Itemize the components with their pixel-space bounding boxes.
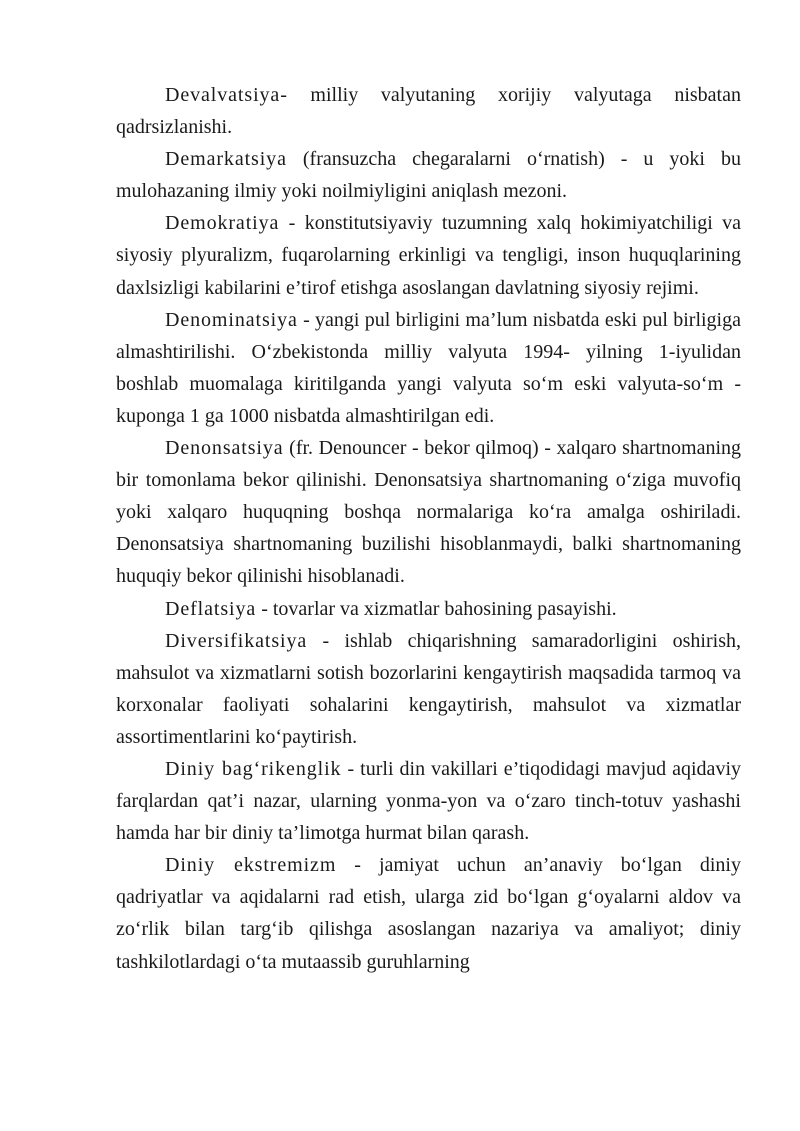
entry-term: Demokratiya — [165, 212, 280, 235]
entry-term: Denonsatsiya — [165, 437, 284, 460]
entry-term: Diniy ekstremizm — [165, 854, 337, 877]
entry-term: Deflatsiya — [165, 597, 257, 620]
glossary-entry-demarkatsiya — [116, 143, 741, 207]
entry-definition: (fr. Denouncer - bekor qilmoq) - xalqaro shartnomaning bir tomonlama bekor qilinishi. Denonsatsiya shartnomaning o‘ziga muvofiq yoki xalqaro huquqning boshqa normalariga ko‘ra amalga oshiriladi. Denonsatsiya shartnomaning buzilishi hisoblanmaydi, balki shartnomaning huquqiy bekor qilinishi hisoblanadi. — [116, 437, 741, 588]
entry-definition: - ishlab chiqarishning samaradorligini oshirish, mahsulot va xizmatlarni sotish bozorlarini kengaytirish maqsadida tarmoq va korxonalar faoliyati sohalarini kengaytirish, mahsulot va xizmatlar assortimentlarini ko‘paytirish. — [116, 629, 741, 748]
entry-definition: - tovarlar va xizmatlar bahosining pasayishi. — [256, 597, 617, 620]
glossary-entry-devalvatsiya — [116, 79, 741, 143]
glossary-text — [116, 79, 741, 978]
glossary-entry-denominatsiya — [116, 304, 741, 432]
entry-term: Devalvatsiya- — [165, 84, 288, 106]
glossary-entry-demokratiya — [116, 207, 741, 303]
glossary-entry-diniy-bagrikenglik — [116, 753, 741, 849]
entry-definition: - jamiyat uchun an’anaviy bo‘lgan diniy qadriyatlar va aqidalarni rad etish, ularga zid bo‘lgan g‘oyalarni aldov va zo‘rlik bilan targ‘ib qilishga asoslangan nazariya va amaliyot; diniy tashkilotlardagi o‘ta mutaassib guruhlarning — [116, 854, 741, 973]
glossary-entry-denonsatsiya — [116, 432, 741, 592]
entry-term: Denominatsiya — [165, 308, 298, 331]
entry-definition: - yangi pul birligini ma’lum nisbatda eski pul birligiga almashtirilishi. O‘zbekistonda milliy valyuta 1994- yilning 1-iyulidan boshlab muomalaga kiritilganda yangi valyuta so‘m eski valyuta-so‘m - kuponga 1 ga 1000 nisbatda almashtirilgan edi. — [116, 308, 741, 427]
glossary-entry-diniy-ekstremizm — [116, 849, 741, 977]
glossary-entry-diversifikatsiya — [116, 625, 741, 753]
entry-term: Demarkatsiya — [165, 148, 287, 171]
entry-definition: (fransuzcha chegaralarni o‘rnatish) - u yoki bu mulohazaning ilmiy yoki noilmiyligini aniqlash mezoni. — [116, 148, 741, 203]
entry-definition: milliy valyutaning xorijiy valyutaga nisbatan qadrsizlanishi. — [116, 84, 741, 139]
entry-definition: - konstitutsiyaviy tuzumning xalq hokimiyatchiligi va siyosiy plyuralizm, fuqarolarning erkinligi va tengligi, inson huquqlarining daxlsizligi kabilarini e’tirof etishga asoslangan davlatning siyosiy rejimi. — [116, 212, 741, 299]
entry-term: Diniy bag‘rikenglik — [165, 757, 342, 780]
glossary-entry-deflatsiya — [116, 593, 741, 625]
entry-term: Diversifikatsiya — [165, 629, 308, 652]
entry-definition: - turli din vakillari e’tiqodidagi mavjud aqidaviy farqlardan qat’i nazar, ularning yonma-yon va o‘zaro tinch-totuv yashashi hamda har bir diniy ta’limotga hurmat bilan qarash. — [116, 757, 741, 845]
